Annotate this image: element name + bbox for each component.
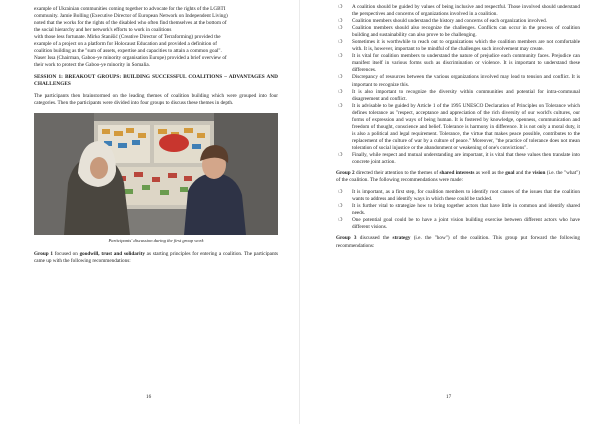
bullet-icon: ❍: [338, 89, 343, 95]
group1-bold-topic: goodwill, trust and solidarity: [79, 250, 145, 257]
group3-label: Group 3: [336, 235, 357, 242]
group1-text-b: as starting principles for entering a coalition. The participants came up with the following recommendations:: [34, 250, 279, 264]
group2-bold-shared-interests: shared interests: [439, 170, 475, 177]
group1-recommendations: [336, 4, 580, 166]
photo-illustration: [34, 113, 278, 235]
group2-paragraph: Group 2 directed their attention to the themes of shared interests as well as the goal and the vision (i.e. the "what") of the coalition. The following recommendations were made:: [336, 170, 581, 184]
bullet-icon: ❍: [338, 103, 343, 109]
list-item: ❍ Discrepancy of resources between the various organizations involved may lead to tension and conflict. It is important to recognize this.: [338, 74, 580, 88]
list-item: ❍ It is vital for coalition members to understand the nature of prejudice each community faces. Prejudice can manifest itself in various forms such as discrimination or violence. It is important to understand these differences.: [338, 53, 580, 74]
intro-paragraph: [34, 6, 278, 69]
left-text-column: [34, 6, 278, 265]
intro-line: noted that the works for the rights of the disabled who often find themselves at the bottom of: [34, 20, 227, 27]
group2-bold-goal: goal: [505, 170, 515, 177]
group1-paragraph: [34, 251, 278, 265]
session-heading: SESSION 1: BREAKOUT GROUPS: BUILDING SUCCESSFUL COALITIONS – ADVANTAGES AND CHALLENGES: [34, 74, 278, 88]
group1-label: Group 1: [34, 250, 53, 257]
bullet-icon: ❍: [338, 26, 343, 32]
bullet-icon: ❍: [338, 218, 343, 224]
group-discussion-photo: [34, 113, 278, 235]
list-item: ❍ Coalition members should also recognize the challenges. Conflicts can occur in the process of coalition building and sustainability can also prove to be challenging.: [338, 25, 580, 39]
page-number-right: 17: [446, 394, 452, 400]
bullet-icon: ❍: [338, 204, 343, 210]
list-item: ❍ Coalition members should understand the history and concerns of each organization involved.: [338, 18, 547, 25]
bullet-icon: ❍: [338, 19, 343, 25]
list-item: ❍ One potential goal could be to have a joint vision building exercise between different actors who have different visions.: [338, 217, 580, 231]
list-item: ❍ It is further vital to strategize how to bring together actors that have little in common and identify shared needs.: [338, 203, 580, 217]
list-item: ❍ Sometimes it is worthwhile to reach out to organizations which the coalition members are not comfortable with. It is, however, important to be mindful of the challenges such involvement may create.: [338, 39, 580, 53]
photo-caption: Participants' discussion during the first group work: [108, 237, 204, 243]
right-text-column: [336, 4, 580, 250]
group2-bold-vision: vision: [532, 170, 546, 177]
brainstorm-paragraph: The participants then brainstormed on the leading themes of coalition building which were grouped into four categories. Then the participants were divided into four groups to discuss these themes in depth.: [34, 93, 278, 107]
intro-line: community. Jamie Bolling (Executive Director of European Network on Independent Living): [34, 13, 228, 20]
bullet-icon: ❍: [338, 54, 343, 60]
intro-line: Naser Issa (Chairman, Gaboo-ye minority organisation Europe) provided a brief overview of: [34, 55, 227, 62]
list-item: ❍ A coalition should be guided by values of being inclusive and respectful. Those involved should understand the perspectives and concerns of organizations involved in a coalition.: [338, 4, 580, 18]
list-item: ❍ It is important, as a first step, for coalition members to identify root causes of the issues that the coalition wants to address and identify ways in which these could be tackled.: [338, 189, 580, 203]
group1-text-a: focused on: [52, 250, 80, 257]
intro-line: example of a project on a platform for Holocaust Education and provided a definition of: [34, 41, 217, 48]
intro-line: with those less fortunate. Mirko Stanišić (Creative Director of Terraforming) provided the: [34, 34, 221, 41]
intro-line: the social hierarchy and her network's efforts to work in coalitions: [34, 27, 172, 34]
list-item: ❍ It is also important to recognize the diversity within communities and potential for intra-communal disagreement and conflict.: [338, 88, 580, 102]
group2-label: Group 2: [336, 170, 355, 177]
bullet-icon: ❍: [338, 5, 343, 10]
intro-line: their work to protect the Gaboo-ye minority in Somalia.: [34, 62, 150, 69]
group2-recommendations: [336, 189, 580, 231]
bullet-icon: ❍: [338, 152, 343, 158]
list-item: ❍ It is advisable to be guided by Article 1 of the 1995 UNESCO Declaration of Principles on Tolerance which defines tolerance as "respect, acceptance and appreciation of the rich diversity of our world's cultures, our forms of expression and ways of being human. It is fostered by knowledge, openness, communication and freedom of thought, conscience and belief. Tolerance is harmony in difference. It is not only a moral duty, it is also a political and legal requirement. Tolerance, the virtue that makes peace possible, contributes to the replacement of the culture of war by a culture of peace." Moreover, "the practice of tolerance does not mean toleration of social injustice or the abandonment or weakening of one's convictions".: [338, 102, 580, 151]
group3-bold-strategy: strategy: [392, 235, 411, 242]
group3-paragraph: Group 3 discussed the strategy (i.e. the "how") of the coalition. This group put forward the following recommendations:: [336, 235, 580, 249]
intro-line: example of Ukrainian communities coming together to advocate for the rights of the LGBTI: [34, 6, 226, 12]
bullet-icon: ❍: [338, 75, 343, 81]
bullet-icon: ❍: [338, 40, 343, 46]
intro-line: coalition building as the "sum of assets, expertise and capacities to attain a common goal".: [34, 48, 222, 55]
list-item: ❍ Finally, while respect and mutual understanding are important, it is vital that these values then translate into concrete joint action.: [338, 151, 580, 166]
bullet-icon: ❍: [338, 190, 343, 196]
page-number-left: 16: [146, 394, 152, 400]
